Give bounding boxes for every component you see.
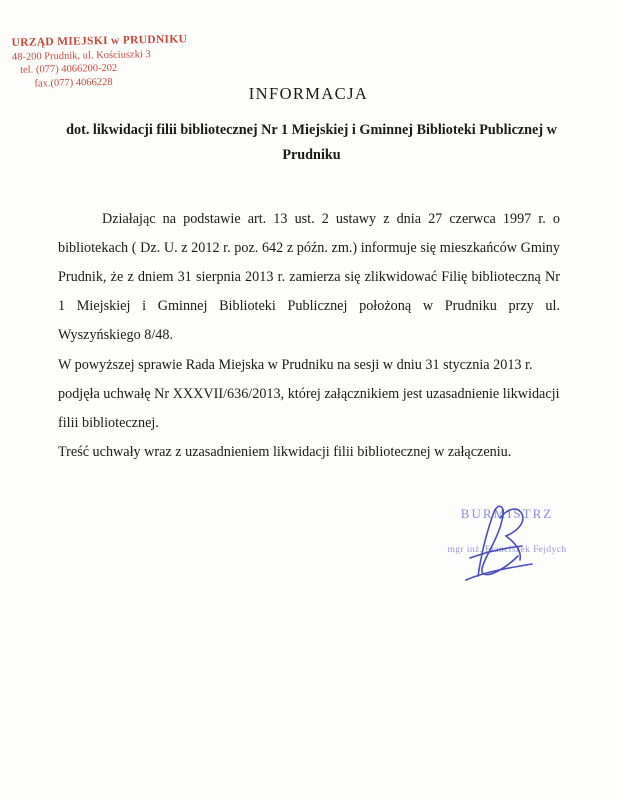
document-body (58, 205, 560, 467)
stamp-office-name: URZĄD MIEJSKI w PRUDNIKU (11, 33, 188, 49)
page-title: INFORMACJA (248, 84, 369, 103)
paragraph-2: W powyższej sprawie Rada Miejska w Prudniku na sesji w dniu 31 stycznia 2013 r. podjęła uchwałę Nr XXXVII/636/2013, której załącznikiem jest uzasadnienie likwidacji filii bibliotecznej. (58, 356, 560, 431)
stamp-fax: fax.(077) 4066228 (34, 76, 113, 90)
office-stamp (11, 32, 202, 91)
signature-role: BURMISTRZ (460, 506, 554, 521)
signature-block (412, 505, 602, 555)
paragraph-1: Działając na podstawie art. 13 ust. 2 ustawy z dnia 27 czerwca 1997 r. o bibliotekach ( Dz. U. z 2012 r. poz. 642 z późn. zm.) informuje się mieszkańców Gminy Prudnik, że z dniem 31 sierpnia 2013 r. zamierza się zlikwidować Filię biblioteczną Nr 1 Miejskiej i Gminnej Biblioteki Publicznej położoną w Prudniku przy ul. Wyszyńskiego 8/48. (58, 211, 560, 344)
stamp-phone: tel. (077) 4066200-202 (20, 62, 118, 76)
paragraph-3: Treść uchwały wraz z uzasadnieniem likwidacji filii bibliotecznej w załączeniu. (58, 443, 512, 460)
stamp-address: 48-200 Prudnik, ul. Kościuszki 3 (11, 48, 151, 63)
signature-name: mgr inż. Franciszek Fejdych (447, 545, 567, 555)
document-subtitle: dot. likwidacji filii bibliotecznej Nr 1 Miejskiej i Gminnej Biblioteki Publicznej w Prudniku (66, 122, 557, 163)
